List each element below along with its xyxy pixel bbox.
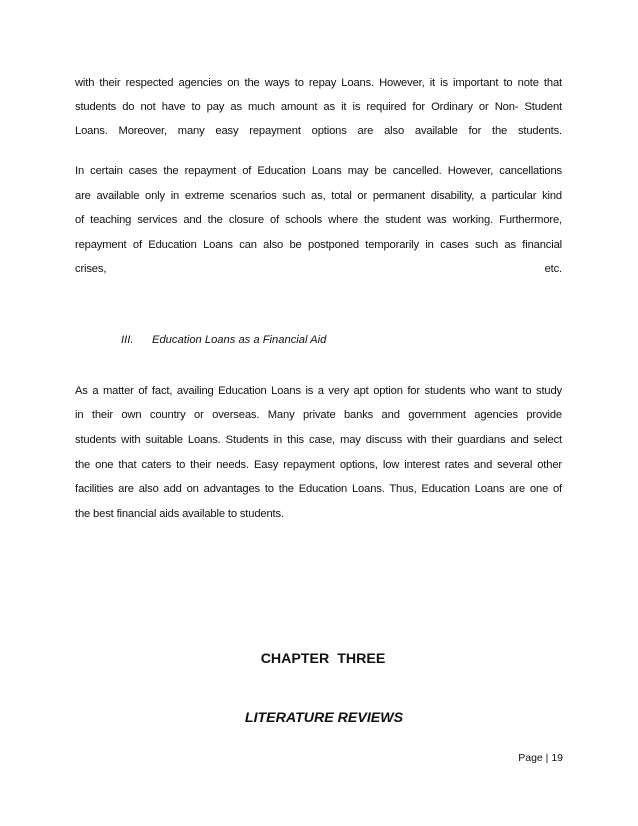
paragraph-line: As a matter of fact, availing Education Loans is a very apt option for students who want to study: [75, 385, 562, 397]
section-title: Education Loans as a Financial Aid: [152, 334, 327, 346]
paragraph-line: Loans. Moreover, many easy repayment options are also available for the students.: [75, 125, 562, 137]
paragraph-line: facilities are also add on advantages to the Education Loans. Thus, Education Loans are one of: [75, 483, 562, 495]
last-line-left-text: crises,: [75, 263, 107, 275]
paragraph-line: the one that caters to their needs. Easy repayment options, low interest rates and several other: [75, 459, 562, 471]
paragraph-line: students with suitable Loans. Students in this case, may discuss with their guardians and select: [75, 434, 562, 446]
paragraph-line: in their own country or overseas. Many private banks and government agencies provide: [75, 409, 562, 421]
paragraph-line: In certain cases the repayment of Education Loans may be cancelled. However, cancellations: [75, 165, 562, 177]
paragraph-line: of teaching services and the closure of schools where the student was working. Furthermore,: [75, 214, 562, 226]
paragraph-line: the best financial aids available to students.: [75, 508, 284, 520]
paragraph-line: repayment of Education Loans can also be postponed temporarily in cases such as financial: [75, 239, 562, 251]
section-number: III.: [121, 334, 134, 346]
chapter-title: CHAPTER THREE: [260, 651, 386, 667]
last-line-right-text: etc.: [544, 263, 562, 275]
page-number: Page | 19: [518, 752, 563, 764]
paragraph-line: with their respected agencies on the ways to repay Loans. However, it is important to note that: [75, 77, 562, 89]
chapter-subtitle: LITERATURE REVIEWS: [244, 710, 404, 726]
paragraph-line: are available only in extreme scenarios such as, total or permanent disability, a particular kind: [75, 190, 562, 202]
paragraph-line: students do not have to pay as much amount as it is required for Ordinary or Non- Student: [75, 101, 562, 113]
